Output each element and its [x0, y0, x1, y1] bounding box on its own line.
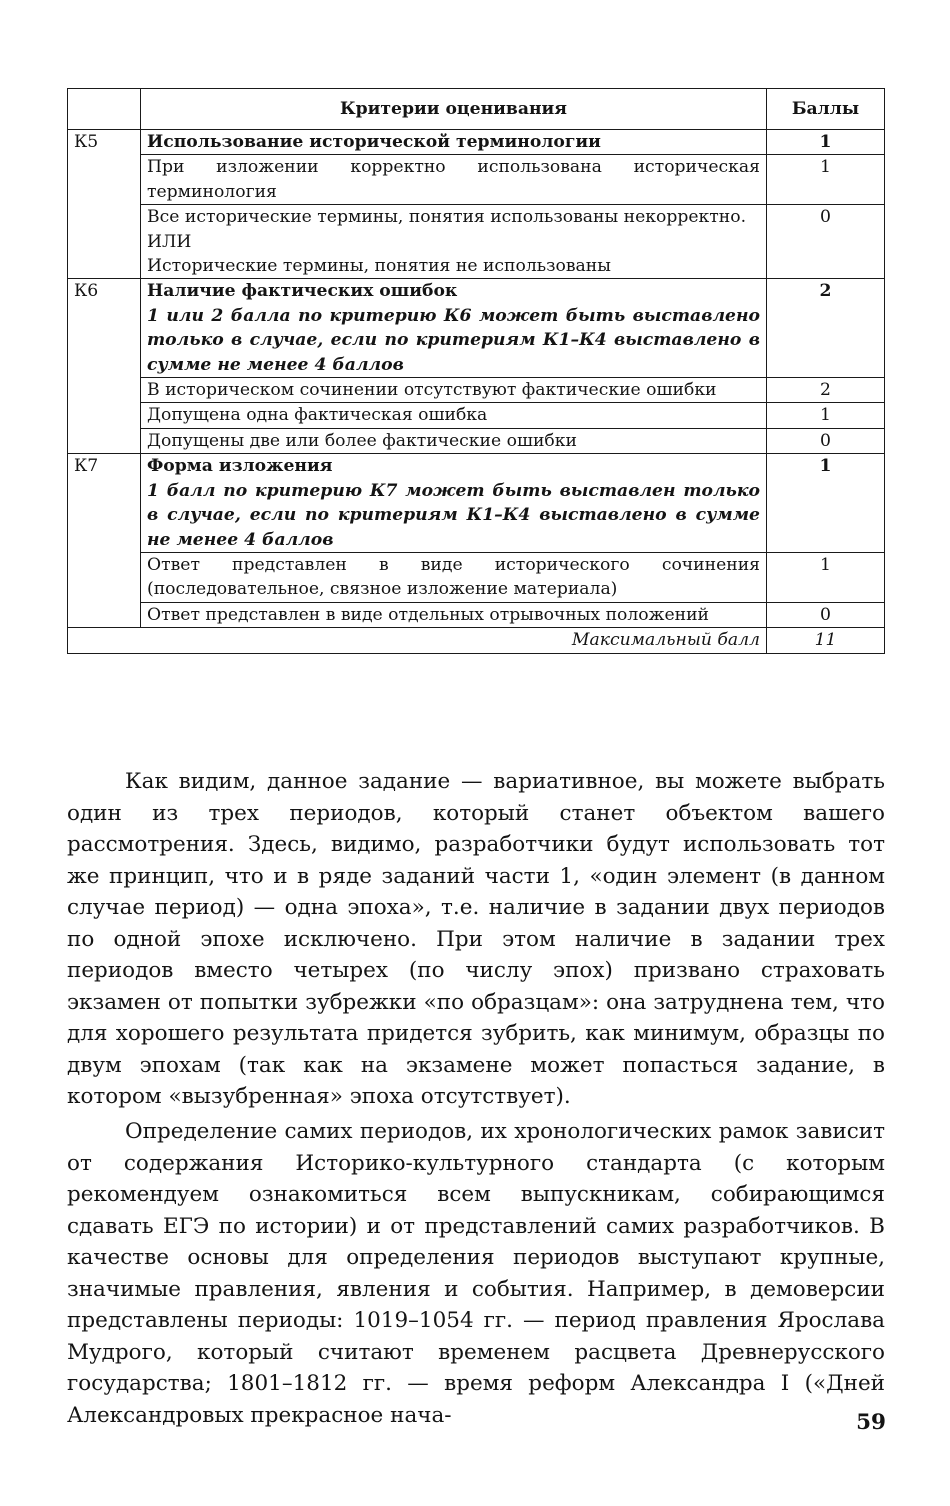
- table-row: [68, 428, 885, 453]
- criterion-description: При изложении корректно использована историческая терминология: [141, 155, 767, 205]
- criterion-description: Допущены две или более фактические ошибки: [141, 428, 767, 453]
- table-row: [68, 130, 885, 155]
- table-row: [68, 602, 885, 627]
- criterion-note: 1 или 2 балла по критерию К6 может быть выставлено только в случае, если по критериям К1–К4 выставлено в сумме не менее 4 баллов: [147, 305, 760, 375]
- criterion-description: В историческом сочинении отсутствуют фактические ошибки: [141, 378, 767, 403]
- criterion-code: К5: [68, 130, 141, 279]
- total-row: [68, 628, 885, 653]
- criterion-description: Допущена одна фактическая ошибка: [141, 403, 767, 428]
- table-row: [68, 403, 885, 428]
- max-score-label: Максимальный балл: [68, 628, 767, 653]
- criterion-description: Ответ представлен в виде исторического сочинения (последовательное, связное изложение материала): [141, 552, 767, 602]
- criterion-score: 1: [767, 552, 885, 602]
- criterion-score: 2: [767, 378, 885, 403]
- criterion-code: К6: [68, 279, 141, 454]
- page-number: 59: [856, 1410, 886, 1435]
- criterion-title-cell: [141, 279, 767, 378]
- max-score-value: 11: [767, 628, 885, 653]
- criterion-score: 0: [767, 205, 885, 279]
- criterion-max-score: 2: [767, 279, 885, 378]
- criterion-score: 0: [767, 428, 885, 453]
- table-row: [68, 155, 885, 205]
- criterion-score: 1: [767, 155, 885, 205]
- table-row: [68, 552, 885, 602]
- criterion-score: 0: [767, 602, 885, 627]
- criterion-max-score: 1: [767, 454, 885, 553]
- header-criteria: Критерии оценивания: [141, 89, 767, 130]
- criterion-title: Форма изложения: [147, 456, 333, 477]
- criterion-max-score: 1: [767, 130, 885, 155]
- table-row: [68, 454, 885, 553]
- criterion-code: К7: [68, 454, 141, 628]
- criterion-note: 1 балл по критерию К7 может быть выставлен только в случае, если по критериям К1–К4 выставлено в сумме не менее 4 баллов: [147, 480, 760, 550]
- description-or: ИЛИ: [147, 231, 192, 252]
- header-score: Баллы: [767, 89, 885, 130]
- description-line: Все исторические термины, понятия использованы некорректно.: [147, 207, 747, 228]
- description-line: Исторические термины, понятия не использованы: [147, 256, 611, 277]
- criterion-description: [141, 205, 767, 279]
- table-header-row: [68, 89, 885, 130]
- criterion-score: 1: [767, 403, 885, 428]
- criteria-table: [67, 88, 885, 654]
- header-code-cell: [68, 89, 141, 130]
- criterion-description: Ответ представлен в виде отдельных отрывочных положений: [141, 602, 767, 627]
- table-row: [68, 205, 885, 279]
- criterion-title-cell: [141, 130, 767, 155]
- table-row: [68, 378, 885, 403]
- criterion-title: Использование исторической терминологии: [147, 132, 601, 152]
- body-paragraph: Определение самих периодов, их хронологических рамок зависит от содержания Историко-культурного стандарта (с которым рекомендуем ознакомиться всем выпускникам, собирающимся сдавать ЕГЭ по истории) и от представлений самих разработчиков. В качестве основы для определения периодов выступают крупные, значимые правления, явления и события. Например, в демоверсии представлены периоды: 1019–1054 гг. — период правления Ярослава Мудрого, который считают временем расцвета Древнерусского государства; 1801–1812 гг. — время реформ Александра I («Дней Александровых прекрасное нача-: [67, 1119, 885, 1428]
- body-paragraph: Как видим, данное задание — вариативное, вы можете выбрать один из трех периодов, который станет объектом вашего рассмотрения. Здесь, видимо, разработчики будут использовать тот же принцип, что и в ряде заданий части 1, «один элемент (в данном случае период) — одна эпоха», т.е. наличие в задании двух периодов по одной эпохе исключено. При этом наличие в задании трех периодов вместо четырех (по числу эпох) призвано страховать экзамен от попытки зубрежки «по образцам»: она затруднена тем, что для хорошего результата придется зубрить, как минимум, образцы по двум эпохам (так как на экзамене может попасться задание, в котором «вызубренная» эпоха отсутствует).: [67, 769, 885, 1109]
- criterion-title-cell: [141, 454, 767, 553]
- criterion-title: Наличие фактических ошибок: [147, 281, 458, 302]
- table-row: [68, 279, 885, 378]
